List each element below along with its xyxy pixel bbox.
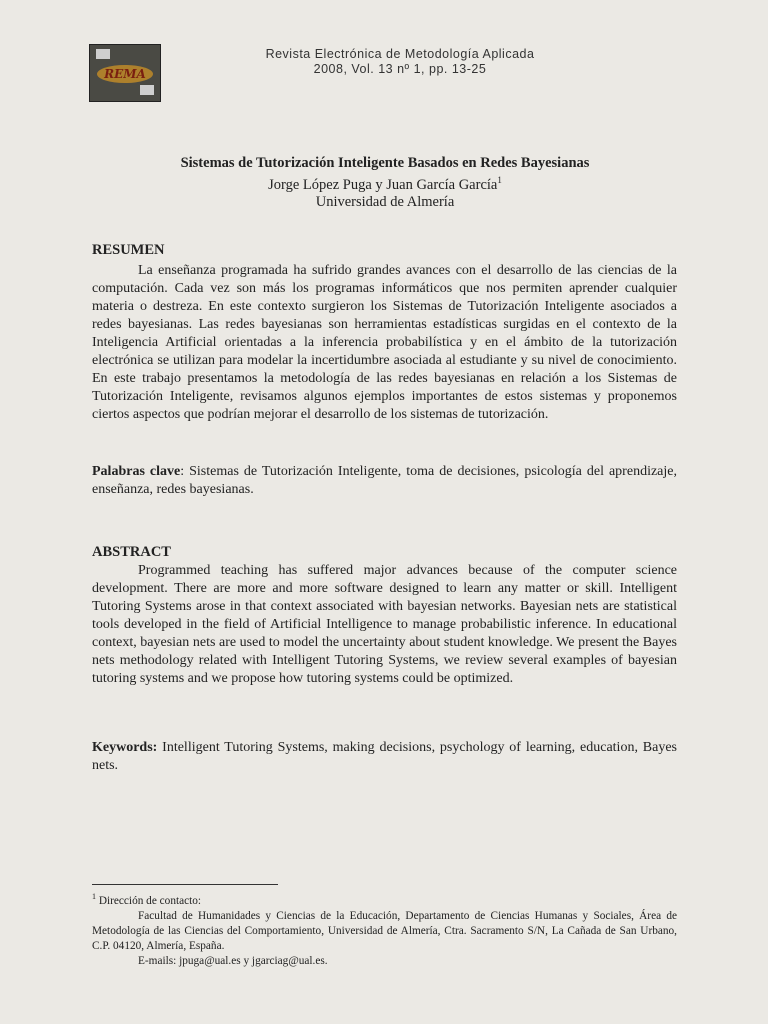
journal-logo (89, 44, 161, 102)
article-affiliation: Universidad de Almería (315, 193, 455, 210)
footnote-body (92, 909, 677, 954)
keywords-label: Keywords: (92, 740, 158, 755)
resumen-paragraph (92, 262, 677, 424)
resumen-heading: RESUMEN (92, 242, 165, 258)
keywords-text: Intelligent Tutoring Systems, making decisions, psychology of learning, education, Bayes nets. (92, 740, 677, 773)
author-footnote-mark: 1 (497, 175, 502, 185)
footnote-heading (92, 889, 677, 909)
footnote-emails: E-mails: jpuga@ual.es y jgarciag@ual.es. (138, 954, 328, 967)
abstract-paragraph (92, 562, 677, 688)
article-title: Sistemas de Tutorización Inteligente Basados en Redes Bayesianas (180, 155, 590, 171)
resumen-text: La enseñanza programada ha sufrido grandes avances con el desarrollo de las ciencias de la computación. Cada vez son más los programas informáticos que nos permiten aprender cualquier materia o destreza. En este contexto surgieron los Sistemas de Tutorización Inteligente asociados a redes bayesianas. Las redes bayesianas son herramientas estadísticas surgidas en el contexto de la Inteligencia Artificial orientadas a la inferencia probabilística y en el ámbito de la tutorización electrónica se utilizan para modelar la incertidumbre asociada al estudiante y su nivel de conocimiento. En este trabajo presentamos la metodología de las redes bayesianas en relación a los Sistemas de Tutorización Inteligente, revisamos algunos ejemplos importantes de estos sistemas y proponemos ciertos aspectos que podrían mejorar el desarrollo de los sistemas de tutorización. (92, 263, 677, 422)
footnote-address: Facultad de Humanidades y Ciencias de la Educación, Departamento de Ciencias Humanas y Sociales, Área de Metodología de las Ciencias del Comportamiento, Universidad de Almería, Ctra. Sacramento S/N, La Cañada de San Urbano, C.P. 04120, Almería, España. (92, 909, 677, 952)
footnote-contact-label: Dirección de contacto: (96, 894, 202, 907)
authors-text: Jorge López Puga y Juan García García (268, 176, 498, 193)
abstract-text: Programmed teaching has suffered major advances because of the computer science development. There are more and more software designed to learn any matter or skill. Intelligent Tutoring Systems arose in that context associated with bayesian networks. Bayesian nets are statistical tools developed in the field of Artificial Intelligence to manage probabilistic inference. In educational context, bayesian nets are used to model the uncertainty about student knowledge. We present the Bayes nets methodology related with Intelligent Tutoring Systems, we review several examples of bayesian tutoring systems and we propose how tutoring systems could be optimized. (92, 563, 677, 686)
palabras-clave-text: : Sistemas de Tutorización Inteligente, toma de decisiones, psicología del aprendizaje, enseñanza, redes bayesianas. (92, 464, 677, 497)
footnote-rule (92, 884, 278, 885)
palabras-clave-label: Palabras clave (92, 464, 181, 479)
journal-issue: 2008, Vol. 13 nº 1, pp. 13-25 (313, 62, 487, 76)
title-block (90, 154, 680, 211)
footnote-mark: 1 (92, 892, 96, 901)
abstract-heading: ABSTRACT (92, 544, 171, 560)
article-authors (90, 172, 680, 194)
journal-name: Revista Electrónica de Metodología Aplicada (265, 47, 535, 61)
palabras-clave-paragraph (92, 463, 677, 499)
logo-text: REMA (104, 67, 146, 81)
footnote (92, 889, 677, 969)
keywords-paragraph (92, 739, 677, 775)
journal-header (190, 47, 610, 77)
